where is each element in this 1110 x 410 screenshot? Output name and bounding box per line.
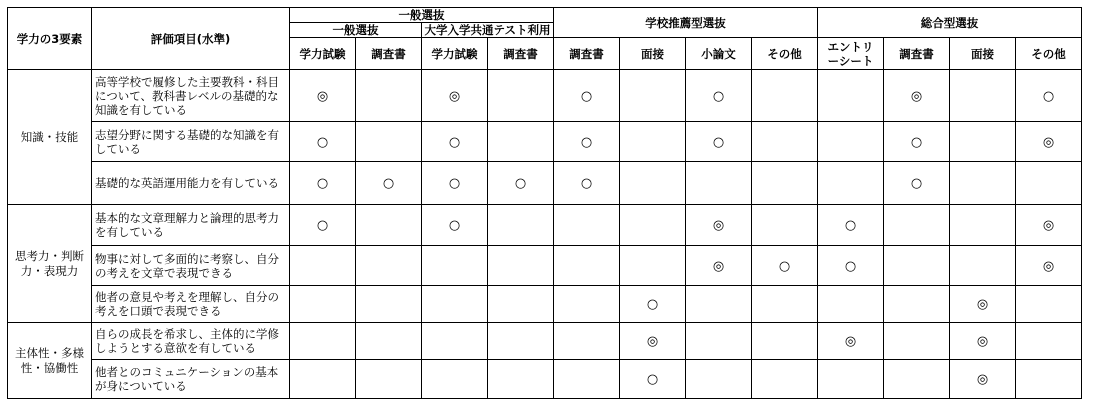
mark-cell (290, 122, 356, 162)
mark-cell (620, 162, 686, 205)
mark-cell (884, 323, 950, 360)
mark-cell (488, 323, 554, 360)
mark-cell (422, 323, 488, 360)
mark-cell (818, 246, 884, 286)
mark-cell (356, 286, 422, 323)
mark-cell (290, 70, 356, 122)
criteria-item: 基礎的な英語運用能力を有している (92, 162, 290, 205)
mark-cell (818, 323, 884, 360)
col-header: その他 (752, 38, 818, 70)
mark-cell (884, 70, 950, 122)
mark-cell (818, 286, 884, 323)
circle-mark: ○ (910, 134, 923, 150)
table-row (8, 122, 1082, 162)
mark-cell (356, 70, 422, 122)
mark-cell (554, 205, 620, 246)
mark-cell (686, 122, 752, 162)
mark-cell (1016, 162, 1082, 205)
mark-cell (554, 122, 620, 162)
mark-cell (620, 323, 686, 360)
mark-cell (488, 162, 554, 205)
mark-cell (422, 286, 488, 323)
col-header: 学力試験 (422, 38, 488, 70)
double-circle-mark: ◎ (1042, 134, 1055, 150)
mark-cell (950, 323, 1016, 360)
mark-cell (1016, 70, 1082, 122)
double-circle-mark: ◎ (1042, 258, 1055, 274)
mark-cell (620, 70, 686, 122)
header-general-sub: 一般選抜 (290, 23, 422, 38)
criteria-item: 物事に対して多面的に考察し、自分の考えを文章で表現できる (92, 246, 290, 286)
mark-cell (290, 162, 356, 205)
header-criteria: 評価項目(水準) (92, 8, 290, 70)
mark-cell (686, 205, 752, 246)
mark-cell (818, 122, 884, 162)
evaluation-table (7, 7, 1082, 399)
criteria-item: 他者とのコミュニケーションの基本が身についている (92, 360, 290, 399)
mark-cell (356, 162, 422, 205)
mark-cell (818, 70, 884, 122)
mark-cell (620, 360, 686, 399)
mark-cell (488, 286, 554, 323)
mark-cell (356, 360, 422, 399)
double-circle-mark: ◎ (976, 334, 989, 349)
mark-cell (554, 360, 620, 399)
mark-cell (554, 323, 620, 360)
mark-cell (554, 70, 620, 122)
mark-cell (422, 70, 488, 122)
col-header: エントリーシート (818, 38, 884, 70)
criteria-item: 自らの成長を希求し、主体的に学修しようとする意欲を有している (92, 323, 290, 360)
mark-cell (686, 70, 752, 122)
evaluation-table-container (7, 7, 1082, 399)
table-row (8, 70, 1082, 122)
circle-mark: ○ (712, 88, 725, 104)
mark-cell (950, 286, 1016, 323)
double-circle-mark: ◎ (448, 88, 461, 104)
circle-mark: ○ (646, 297, 659, 312)
header-general-selection: 一般選抜 (290, 8, 554, 23)
mark-cell (422, 122, 488, 162)
mark-cell (1016, 246, 1082, 286)
mark-cell (950, 246, 1016, 286)
double-circle-mark: ◎ (976, 372, 989, 387)
mark-cell (290, 323, 356, 360)
mark-cell (290, 360, 356, 399)
circle-mark: ○ (646, 372, 659, 387)
circle-mark: ○ (316, 134, 329, 150)
mark-cell (554, 286, 620, 323)
double-circle-mark: ◎ (712, 258, 725, 274)
mark-cell (884, 162, 950, 205)
element-label: 知識・技能 (8, 70, 92, 205)
double-circle-mark: ◎ (976, 297, 989, 312)
circle-mark: ○ (316, 218, 329, 233)
mark-cell (884, 286, 950, 323)
double-circle-mark: ◎ (712, 218, 725, 233)
circle-mark: ○ (910, 176, 923, 191)
mark-cell (950, 70, 1016, 122)
mark-cell (290, 205, 356, 246)
table-body (8, 70, 1082, 399)
mark-cell (686, 323, 752, 360)
mark-cell (752, 70, 818, 122)
header-common-test-sub: 大学入学共通テスト利用 (422, 23, 554, 38)
mark-cell (488, 246, 554, 286)
mark-cell (884, 360, 950, 399)
mark-cell (686, 162, 752, 205)
circle-mark: ○ (448, 134, 461, 150)
mark-cell (950, 162, 1016, 205)
mark-cell (620, 205, 686, 246)
mark-cell (554, 246, 620, 286)
mark-cell (488, 70, 554, 122)
col-header: 調査書 (884, 38, 950, 70)
circle-mark: ○ (448, 218, 461, 233)
table-row (8, 323, 1082, 360)
circle-mark: ○ (712, 134, 725, 150)
col-header: 調査書 (356, 38, 422, 70)
mark-cell (752, 246, 818, 286)
mark-cell (356, 323, 422, 360)
mark-cell (290, 246, 356, 286)
col-header: 学力試験 (290, 38, 356, 70)
circle-mark: ○ (316, 176, 329, 191)
mark-cell (884, 246, 950, 286)
mark-cell (752, 360, 818, 399)
header-elements: 学力の3要素 (8, 8, 92, 70)
col-header: 調査書 (488, 38, 554, 70)
mark-cell (1016, 286, 1082, 323)
criteria-item: 他者の意見や考えを理解し、自分の考えを口頭で表現できる (92, 286, 290, 323)
circle-mark: ○ (514, 176, 527, 191)
mark-cell (1016, 122, 1082, 162)
mark-cell (686, 286, 752, 323)
mark-cell (752, 205, 818, 246)
mark-cell (620, 122, 686, 162)
col-header: 調査書 (554, 38, 620, 70)
mark-cell (686, 360, 752, 399)
mark-cell (290, 286, 356, 323)
mark-cell (422, 162, 488, 205)
mark-cell (422, 360, 488, 399)
table-row (8, 286, 1082, 323)
circle-mark: ○ (580, 176, 593, 191)
circle-mark: ○ (580, 88, 593, 104)
mark-cell (488, 360, 554, 399)
criteria-item: 志望分野に関する基礎的な知識を有している (92, 122, 290, 162)
header-school-recommendation: 学校推薦型選抜 (554, 8, 818, 38)
circle-mark: ○ (1042, 88, 1055, 104)
criteria-item: 基本的な文章理解力と論理的思考力を有している (92, 205, 290, 246)
table-row (8, 360, 1082, 399)
circle-mark: ○ (382, 176, 395, 191)
mark-cell (356, 122, 422, 162)
criteria-item: 高等学校で履修した主要教科・科目について、教科書レベルの基礎的な知識を有している (92, 70, 290, 122)
col-header: 面接 (620, 38, 686, 70)
mark-cell (1016, 323, 1082, 360)
double-circle-mark: ◎ (910, 88, 923, 104)
double-circle-mark: ◎ (646, 334, 659, 349)
mark-cell (1016, 205, 1082, 246)
element-label: 思考力・判断力・表現力 (8, 205, 92, 323)
mark-cell (422, 246, 488, 286)
mark-cell (818, 162, 884, 205)
col-header: 面接 (950, 38, 1016, 70)
mark-cell (752, 122, 818, 162)
double-circle-mark: ◎ (316, 88, 329, 104)
mark-cell (950, 122, 1016, 162)
mark-cell (752, 162, 818, 205)
mark-cell (356, 205, 422, 246)
mark-cell (752, 286, 818, 323)
header-comprehensive-selection: 総合型選抜 (818, 8, 1082, 38)
mark-cell (488, 122, 554, 162)
table-row (8, 205, 1082, 246)
mark-cell (620, 286, 686, 323)
mark-cell (818, 360, 884, 399)
col-header: その他 (1016, 38, 1082, 70)
mark-cell (554, 162, 620, 205)
mark-cell (950, 360, 1016, 399)
table-row (8, 246, 1082, 286)
circle-mark: ○ (778, 258, 791, 274)
element-label: 主体性・多様性・協働性 (8, 323, 92, 399)
mark-cell (422, 205, 488, 246)
double-circle-mark: ◎ (844, 334, 857, 349)
mark-cell (884, 205, 950, 246)
mark-cell (752, 323, 818, 360)
col-header: 小論文 (686, 38, 752, 70)
mark-cell (1016, 360, 1082, 399)
mark-cell (818, 205, 884, 246)
circle-mark: ○ (580, 134, 593, 150)
mark-cell (488, 205, 554, 246)
mark-cell (884, 122, 950, 162)
mark-cell (356, 246, 422, 286)
circle-mark: ○ (844, 218, 857, 233)
mark-cell (620, 246, 686, 286)
table-row (8, 162, 1082, 205)
circle-mark: ○ (844, 258, 857, 274)
circle-mark: ○ (448, 176, 461, 191)
mark-cell (686, 246, 752, 286)
mark-cell (950, 205, 1016, 246)
double-circle-mark: ◎ (1042, 218, 1055, 233)
